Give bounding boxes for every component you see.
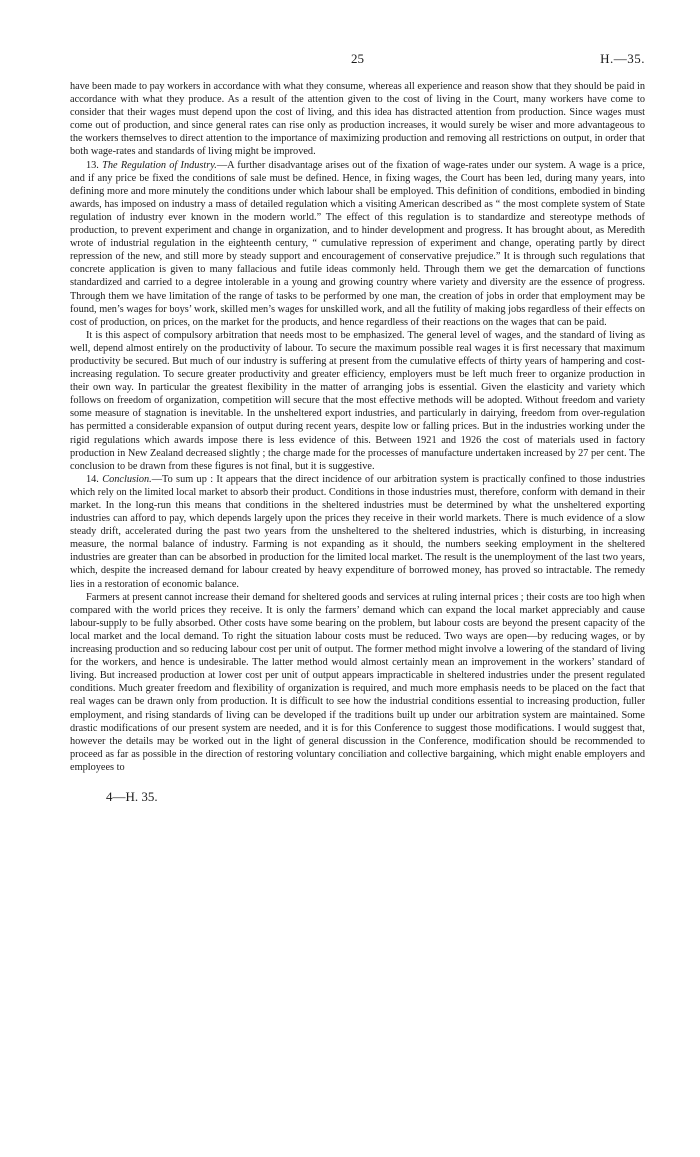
section-heading-conclusion: Conclusion.: [102, 473, 152, 485]
paragraph-text: It is this aspect of compulsory arbitration that needs most to be emphasized. The general level of wages, and the standard of living as well, depend almost entirely on the productivity of labour. To secure the maximum possible real wages it is first necessary that maximum productivity be secured. But much of our industry is suffering at present from the cumulative effects of thirty years of hampering and cost-increasing regulation. To secure greater productivity and greater efficiency, employers must be left much freer to organize production in their own way. In particular the greatest flexibility in the matter of arranging jobs is essential. Given the elasticity and variety which follows on freedom of organization, competition will secure that the most effective methods will be adopted. Without freedom and variety some measure of stagnation is inevitable. In the unsheltered export industries, and particularly in dairying, freedom from over-regulation has permitted a considerable expansion of output during recent years, despite low or falling prices. But in the industries working under the rigid regulations which awards impose there is less evidence of this. Between 1921 and 1926 the cost of materials used in factory production in New Zealand decreased slightly ; the charge made for the processes of manufacture undertaken increased by 27 per cent. The conclusion to be drawn from these figures is not final, but it is suggestive.: [70, 329, 645, 472]
paragraph: [70, 591, 645, 774]
section-number: 13.: [86, 159, 103, 171]
page-number: 25: [351, 51, 364, 66]
paragraph-text: have been made to pay workers in accordance with what they consume, whereas all experience and reason show that they should be paid in accordance with what they produce. As a result of the attention given to the cost of living in the Court, many workers have come to consider that their wages must depend upon the cost of living, and this idea has distracted attention from production. Since wages must come out of production, and since general rates can rise only as production increases, it would surely be wiser and more advantageous to the workers themselves to direct attention to the importance of maximizing production and removing all restrictions on output, in order that both wage-rates and standards of living might be improved.: [70, 81, 645, 158]
section-number: 14.: [86, 473, 103, 485]
section-14-paragraph: [70, 473, 645, 591]
paragraph: [70, 329, 645, 473]
paragraph-text: Farmers at present cannot increase their demand for sheltered goods and services at ruling internal prices ; their costs are too high when compared with the world prices they receive. It is only the farmers’ demand which can expand the local market appreciably and cause labour-supply to be fully absorbed. Other costs have some bearing on the problem, but labour costs are beyond the present capacity of the local market and the local demand. To right the situation labour costs must be reduced. Two ways are open—by reducing wages, or by increasing production and so reducing labour cost per unit of output. The former method might involve a lowering of the standard of living for the workers, and hence is undesirable. The latter method would almost certainly mean an improvement in the workers’ standard of living. But increased production at lower cost per unit of output appears impracticable in sheltered industries under the present regulated conditions. Much greater freedom and flexibility of organization is required, and much more emphasis needs to be placed on the fact that real wages can be drawn only from production. It is difficult to see how the industrial conditions essential to increasing production, fuller employment, and rising standards of living can be developed if the traditions built up under our arbitration system are maintained. Some drastic modifications of our present system are needed, and it is for this Conference to suggest those modifications. I would suggest that, however the details may be worked out in the light of general discussion in the Conference, modification should be recommended to proceed as far as possible in the direction of restoring voluntary conciliation and collective bargaining, which might enable employers and employees to: [70, 591, 645, 773]
paragraph: [70, 80, 645, 159]
page-header: [70, 52, 645, 74]
document-reference: H.—35.: [600, 51, 645, 66]
body-text: [70, 80, 645, 774]
section-heading-regulation-of-industry: The Regulation of Industry.: [102, 159, 217, 171]
signature-reference: 4—H. 35.: [106, 788, 158, 804]
paragraph-text: —A further disadvantage arises out of the fixation of wage-rates under our system. A wage is a price, and if any price be fixed the conditions of sale must be defined. Hence, in fixing wages, the Court has been led, during many years, into defining more and more minutely the conditions under which labour shall be employed. This definition of conditions, embodied in binding awards, has imposed on industry a mass of detailed regulation which a visiting American described as “ the most complete system of State regulation of industry ever known in the modern world.” The effect of this regulation is to standardize and stereotype methods of production, to prevent experiment and change in organization, and to hinder development and progress. It has brought about, as Meredith wrote of industrial regulation in the eighteenth century, “ cumulative repression of experiment and change, operating partly by direct repression of the new, and still more by steady support and encouragement of conservative prejudice.” It is through such regulations that concrete application is given to many fallacious and futile ideas commonly held. Through them we get the demarcation of functions standardized and carried to a degree intolerable in a young and growing country where variety and diversity are the essence of progress. Through them we have limitation of the range of tasks to be performed by one man, the creation of jobs in order that employment may be found, men’s wages for boys’ work, skilled men’s wages for unskilled work, and all the futility of making jobs regardless of their effects on cost of production, on prices, on the market for the products, and hence regardless of their reactions on the wages that can be paid.: [70, 159, 645, 328]
paragraph-text: —To sum up : It appears that the direct incidence of our arbitration system is practically confined to those industries which rely on the limited local market to absorb their product. Conditions in those industries must, therefore, conform with demand in their market. In the long-run this means that conditions in the sheltered industries must be determined by what the unsheltered exporting industries can afford to pay, which depends largely upon the prices they receive in their world markets. There is much evidence of a slow steady drift, accelerated during the past two years from the unsheltered to the sheltered industries, which is disturbing, in increasing measure, the normal balance of industry. Farming is not expanding as it should, the numbers seeking employment in the sheltered industries are greater than can be absorbed in production for the limited local market. The result is the unemployment of the last two years, which, despite the increased demand for labour created by heavy expenditure of borrowed money, has proved so intractable. The remedy lies in a restoration of economic balance.: [70, 473, 646, 590]
section-13-paragraph: [70, 159, 645, 329]
